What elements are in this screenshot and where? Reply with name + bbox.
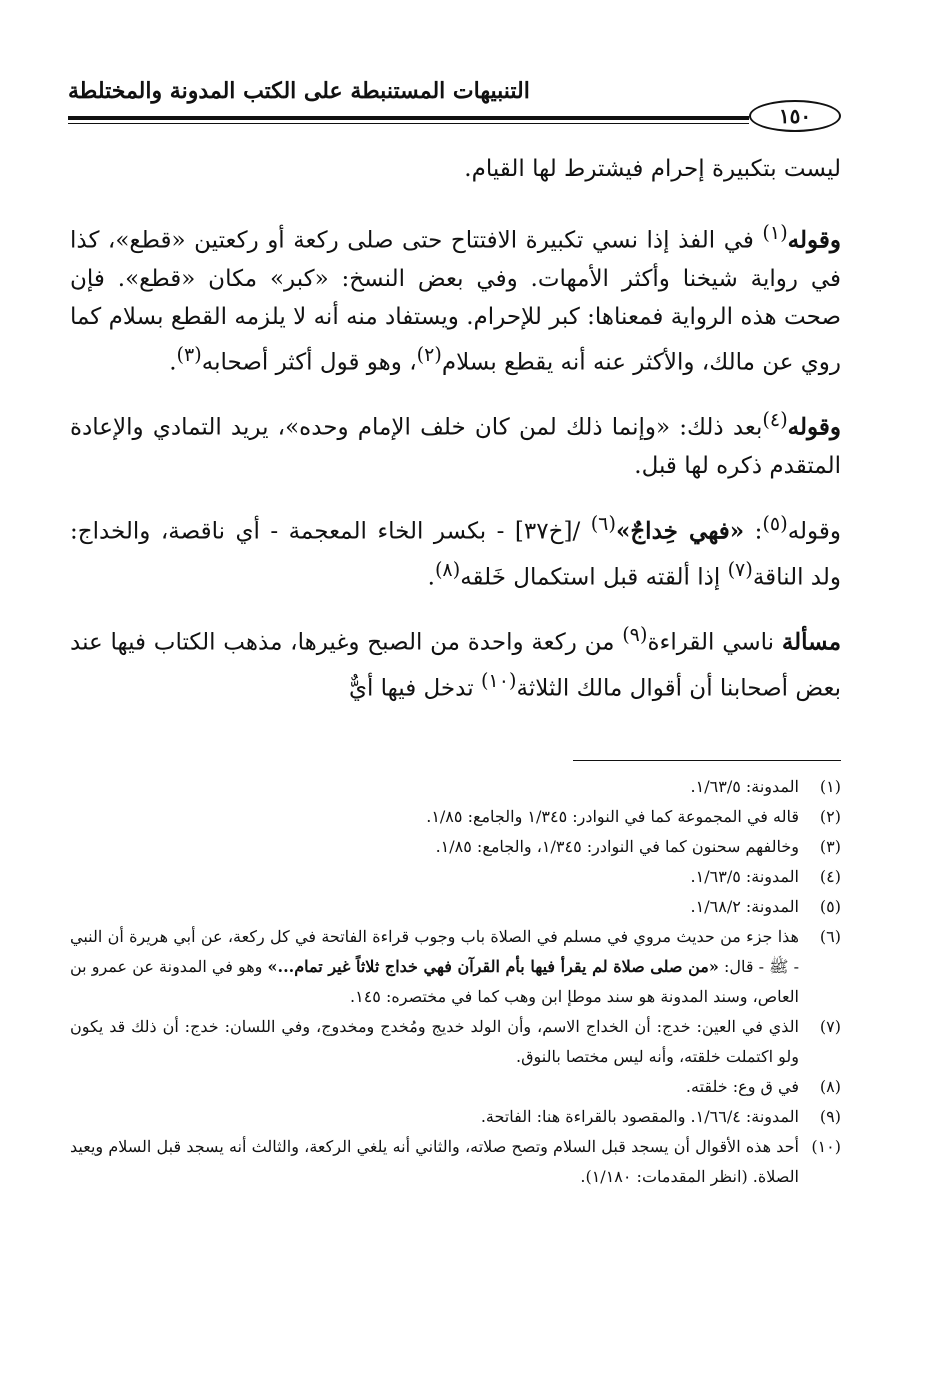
footnote-text: المدونة: ١/٦٣/٥. [690, 777, 799, 796]
paragraph-5-text-c: تدخل فيها أيٌّ [348, 675, 481, 702]
footnote-6 [70, 922, 841, 1012]
footnote-number: (٢) [819, 807, 841, 826]
footnote-ref-10[interactable]: (١٠) [480, 668, 517, 692]
paragraph-4 [70, 505, 841, 596]
footnote-7 [70, 1012, 841, 1072]
footnote-number: (١٠) [811, 1137, 841, 1156]
footnote-text: المدونة: ١/٦٨/٢. [690, 897, 799, 916]
footnote-6-hadith: «من صلى صلاة لم يقرأ فيها بأم القرآن فهي خداج ثلاثاً غير تمام...» [267, 957, 719, 976]
footnote-number: (١) [819, 777, 841, 796]
footnote-6-text-a: هذا جزء من حديث مروي في مسلم في الصلاة باب وجوب قراءة الفاتحة في كل ركعة، عن أبي هريرة أن النبي - ﷺ - قال: [70, 927, 799, 976]
footnote-ref-7[interactable]: (٧) [727, 557, 753, 581]
footnotes [70, 772, 841, 1192]
footnote-number: (٤) [819, 867, 841, 886]
footnote-8 [70, 1072, 841, 1102]
paragraph-2-text-a: في الفذ إذا نسي تكبيرة الافتتاح حتى صلى ركعة أو ركعتين «قطع»، كذا في رواية شيخنا وأكثر الأمهات. وفي بعض النسخ: «كبر» مكان «قطع». فإن صحت هذه الرواية فمعناها: كبر للإحرام. ويستفاد منه أنه لا يلزمه القطع بسلام كما روي عن مالك، والأكثر عنه أنه يقطع بسلام [70, 227, 841, 376]
paragraph-2 [70, 214, 841, 381]
footnote-ref-3[interactable]: (٣) [176, 342, 202, 366]
paragraph-4-text-d: . [427, 564, 435, 591]
running-title: التنبيهات المستنبطة على الكتب المدونة والمختلطة [68, 78, 530, 104]
paragraph-4-lead: وقوله [787, 518, 842, 545]
footnote-9 [70, 1102, 841, 1132]
paragraph-3 [70, 401, 841, 485]
footnote-5 [70, 892, 841, 922]
footnote-separator [573, 760, 841, 761]
paragraph-4-text-c: إذا ألقته قبل استكمال خَلقه [460, 564, 728, 591]
footnote-text [70, 922, 799, 1012]
footnote-number: (٩) [819, 1107, 841, 1126]
header-rule-thin [68, 123, 749, 124]
footnote-ref-9[interactable]: (٩) [622, 623, 648, 647]
page-number: ١٥٠ [749, 100, 841, 132]
page-header [68, 78, 841, 128]
footnote-10 [70, 1132, 841, 1192]
footnote-3 [70, 832, 841, 862]
paragraph-2-lead: وقوله [787, 226, 841, 254]
footnote-ref-2[interactable]: (٢) [416, 342, 442, 366]
paragraph-4-text-b: /[خ٣٧] - بكسر الخاء المعجمة - أي ناقصة، والخداج: ولد الناقة [70, 518, 841, 591]
footnote-number: (٧) [819, 1017, 841, 1036]
paragraph-2-text-c: . [169, 349, 177, 376]
footnote-text: المدونة: ١/٦٣/٥. [690, 867, 799, 886]
footnote-ref-4[interactable]: (٤) [762, 408, 788, 432]
footnote-6-text-b: وهو في المدونة عن عمرو بن العاص، وسند المدونة هو سند موطإ ابن وهب كما في مختصره: ١٤٥. [70, 957, 799, 1006]
footnote-2 [70, 802, 841, 832]
paragraph-5-lead: مسألة [781, 628, 842, 656]
header-rule-thick [68, 116, 749, 120]
footnote-ref-8[interactable]: (٨) [434, 557, 461, 581]
footnote-number: (٦) [819, 927, 841, 946]
paragraph-3-lead: وقوله [787, 413, 841, 441]
paragraph-3-text: بعد ذلك: «وإنما ذلك لمن كان خلف الإمام وحده»، يريد التمادي والإعادة المتقدم ذكره لها قبل. [70, 414, 841, 479]
footnote-text: الذي في العين: خدج: أن الخداج الاسم، وأن الولد خديج ومُخدج ومخدوج، وفي اللسان: خدج: أن ذلك قد يكون ولو اكتملت خلقته، وأنه ليس مختصا بالنوق. [70, 1017, 800, 1066]
paragraph-4-text-a: : [744, 518, 763, 545]
main-text [70, 150, 841, 728]
footnote-4 [70, 862, 841, 892]
footnote-text: وخالفهم سحنون كما في النوادر: ١/٣٤٥، والجامع: ١/٨٥. [435, 837, 799, 856]
footnote-text: أحد هذه الأقوال أن يسجد قبل السلام وتصح صلاته، والثاني أنه يلغي الركعة، والثالث أنه يسجد قبل السلام ويعيد الصلاة. (انظر المقدمات: ١/١٨٠). [70, 1137, 799, 1186]
footnote-text: المدونة: ١/٦٦/٤. والمقصود بالقراءة هنا: الفاتحة. [480, 1107, 799, 1126]
footnote-number: (٣) [819, 837, 841, 856]
footnote-number: (٥) [819, 897, 841, 916]
paragraph-5-text-a: ناسي القراءة [647, 629, 782, 656]
paragraph-5-text-b: من ركعة واحدة من الصبح وغيرها، مذهب الكتاب فيها عند بعض أصحابنا أن أقوال مالك الثلاثة [70, 629, 841, 702]
footnote-1 [70, 772, 841, 802]
footnote-number: (٨) [819, 1077, 841, 1096]
paragraph-1: ليست بتكبيرة إحرام فيشترط لها القيام. [464, 156, 841, 182]
footnote-ref-5[interactable]: (٥) [762, 511, 788, 535]
paragraph-5 [70, 616, 841, 707]
paragraph-2-text-b: ، وهو قول أكثر أصحابه [201, 349, 417, 376]
footnote-ref-1[interactable]: (١) [762, 221, 788, 244]
hadith-quote: «فهي خِداجٌ» [615, 517, 745, 545]
footnote-ref-6[interactable]: (٦) [590, 511, 616, 535]
footnote-text: في ق وع: خلقته. [685, 1077, 799, 1096]
footnote-text: قاله في المجموعة كما في النوادر: ١/٣٤٥ والجامع: ١/٨٥. [426, 807, 799, 826]
